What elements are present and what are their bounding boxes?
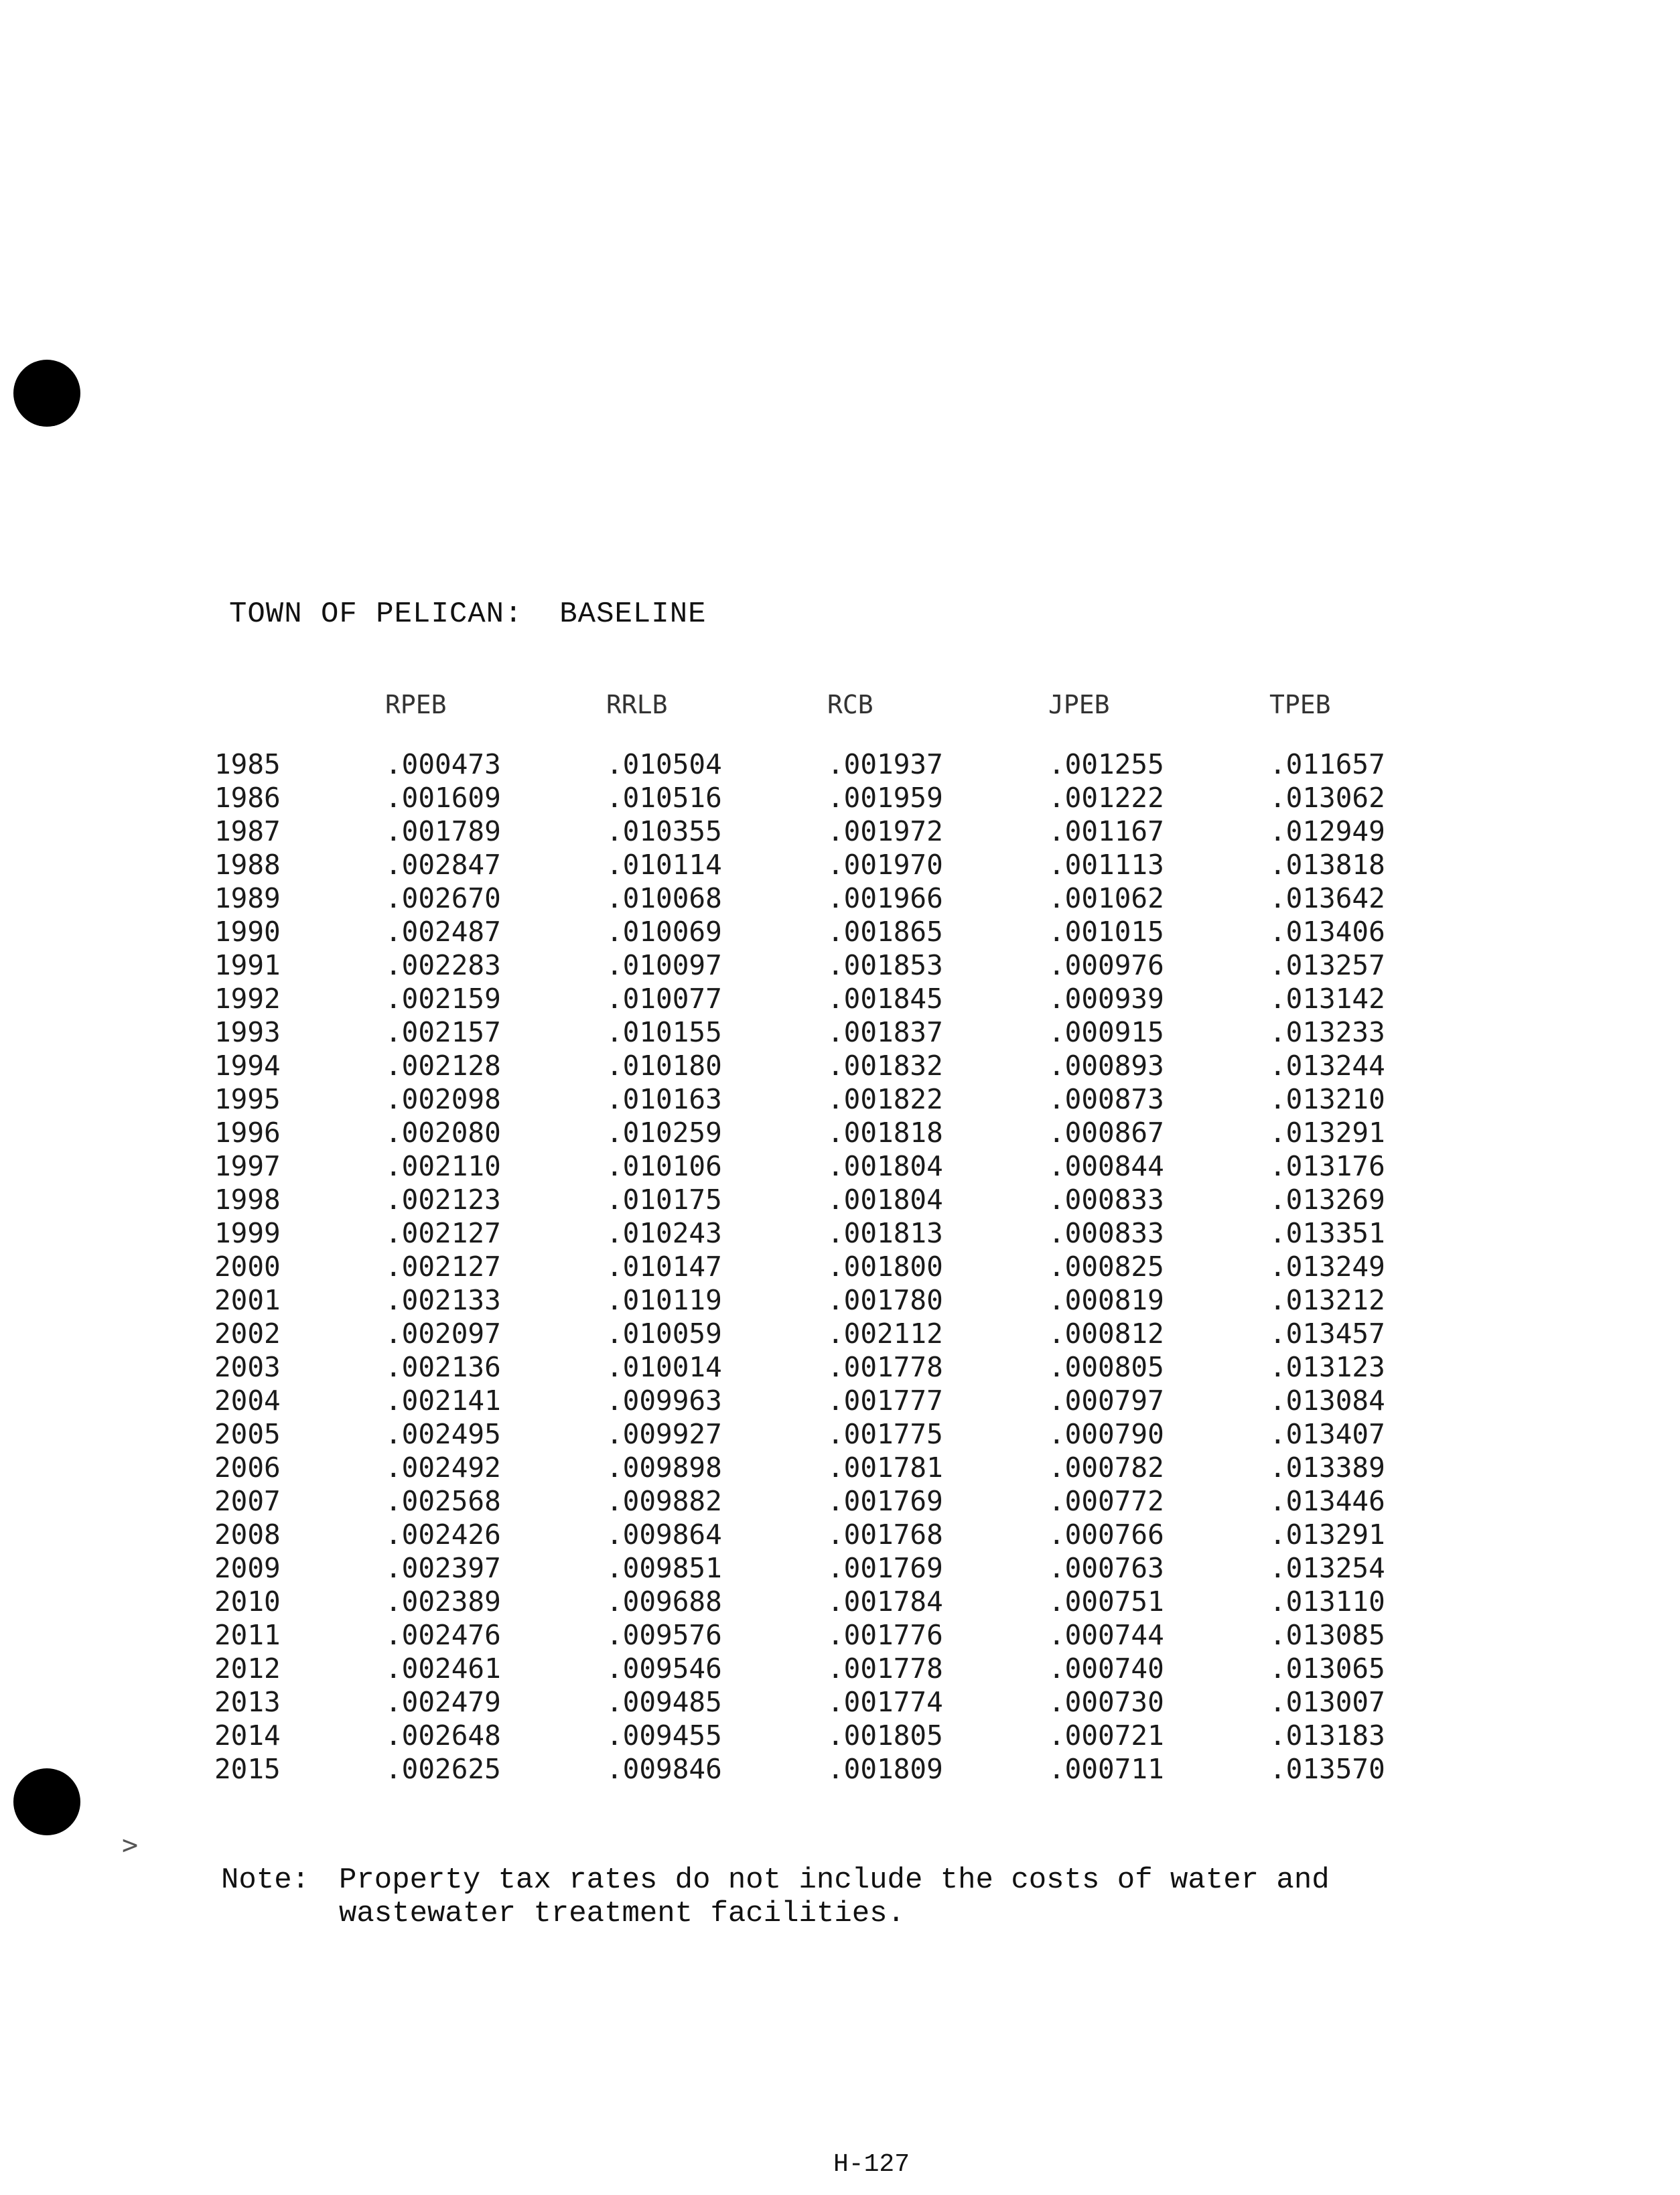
rrlb-cell: .009927	[606, 1418, 722, 1450]
rpeb-cell: .002133	[385, 1284, 501, 1316]
rcb-cell: .001776	[827, 1619, 943, 1651]
jpeb-cell: .000873	[1048, 1083, 1164, 1115]
rpeb-cell: .002127	[385, 1251, 501, 1283]
rcb-cell: .001822	[827, 1083, 943, 1115]
rrlb-cell: .009576	[606, 1619, 722, 1651]
rpeb-cell: .002283	[385, 949, 501, 981]
tpeb-cell: .012949	[1269, 815, 1385, 847]
rcb-cell: .001804	[827, 1150, 943, 1182]
jpeb-cell: .000766	[1048, 1518, 1164, 1551]
rpeb-cell: .002159	[385, 983, 501, 1015]
table-row	[214, 815, 1437, 848]
column-header-rrlb: RRLB	[606, 690, 668, 719]
tpeb-cell: .013269	[1269, 1184, 1385, 1216]
rpeb-cell: .002097	[385, 1318, 501, 1350]
rrlb-cell: .009882	[606, 1485, 722, 1517]
rcb-cell: .001769	[827, 1485, 943, 1517]
year-cell: 1990	[214, 916, 281, 948]
rcb-cell: .001972	[827, 815, 943, 847]
rcb-cell: .001778	[827, 1351, 943, 1383]
jpeb-cell: .001113	[1048, 849, 1164, 881]
rrlb-cell: .010175	[606, 1184, 722, 1216]
table-row	[214, 1518, 1437, 1551]
rrlb-cell: .010059	[606, 1318, 722, 1350]
tpeb-cell: .013291	[1269, 1518, 1385, 1551]
year-cell: 1998	[214, 1184, 281, 1216]
year-cell: 2003	[214, 1351, 281, 1383]
rpeb-cell: .000473	[385, 748, 501, 780]
table-row	[214, 915, 1437, 948]
jpeb-cell: .000833	[1048, 1217, 1164, 1249]
rcb-cell: .001805	[827, 1719, 943, 1752]
rcb-cell: .001853	[827, 949, 943, 981]
tpeb-cell: .013389	[1269, 1451, 1385, 1484]
table-row	[214, 848, 1437, 881]
rpeb-cell: .002123	[385, 1184, 501, 1216]
binder-hole-bottom	[13, 1768, 80, 1835]
year-cell: 1992	[214, 983, 281, 1015]
rcb-cell: .001769	[827, 1552, 943, 1584]
table-row	[214, 1049, 1437, 1082]
jpeb-cell: .000819	[1048, 1284, 1164, 1316]
footnote	[221, 1863, 1478, 1930]
table-row	[214, 1551, 1437, 1585]
rpeb-cell: .002110	[385, 1150, 501, 1182]
table-row	[214, 1216, 1437, 1250]
rrlb-cell: .010106	[606, 1150, 722, 1182]
jpeb-cell: .000833	[1048, 1184, 1164, 1216]
jpeb-cell: .000740	[1048, 1652, 1164, 1685]
column-header-year	[214, 690, 385, 748]
tpeb-cell: .013085	[1269, 1619, 1385, 1651]
rcb-cell: .001959	[827, 782, 943, 814]
rrlb-cell: .010180	[606, 1050, 722, 1082]
table-row	[214, 1317, 1437, 1350]
rcb-cell: .001775	[827, 1418, 943, 1450]
rcb-cell: .001970	[827, 849, 943, 881]
rrlb-cell: .009864	[606, 1518, 722, 1551]
rpeb-cell: .002141	[385, 1385, 501, 1417]
binder-hole-top	[13, 360, 80, 427]
jpeb-cell: .000711	[1048, 1753, 1164, 1785]
jpeb-cell: .000744	[1048, 1619, 1164, 1651]
rcb-cell: .001813	[827, 1217, 943, 1249]
table-row	[214, 1350, 1437, 1384]
tpeb-cell: .013062	[1269, 782, 1385, 814]
year-cell: 1994	[214, 1050, 281, 1082]
table-row	[214, 1451, 1437, 1484]
table-row	[214, 1250, 1437, 1283]
jpeb-cell: .000844	[1048, 1150, 1164, 1182]
rcb-cell: .001784	[827, 1585, 943, 1618]
rrlb-cell: .010068	[606, 882, 722, 914]
rpeb-cell: .002479	[385, 1686, 501, 1718]
rpeb-cell: .002426	[385, 1518, 501, 1551]
rrlb-cell: .010259	[606, 1117, 722, 1149]
rrlb-cell: .010014	[606, 1351, 722, 1383]
tpeb-cell: .013446	[1269, 1485, 1385, 1517]
rcb-cell: .001818	[827, 1117, 943, 1149]
year-cell: 1988	[214, 849, 281, 881]
year-cell: 2014	[214, 1719, 281, 1752]
year-cell: 1985	[214, 748, 281, 780]
year-cell: 1997	[214, 1150, 281, 1182]
jpeb-cell: .000939	[1048, 983, 1164, 1015]
rrlb-cell: .010355	[606, 815, 722, 847]
rcb-cell: .001937	[827, 748, 943, 780]
year-cell: 2007	[214, 1485, 281, 1517]
jpeb-cell: .000797	[1048, 1385, 1164, 1417]
table-row	[214, 948, 1437, 982]
rpeb-cell: .001789	[385, 815, 501, 847]
rpeb-cell: .002157	[385, 1016, 501, 1048]
scan-artifact-mark: >	[122, 1830, 139, 1861]
table-row	[214, 781, 1437, 815]
tpeb-cell: .013084	[1269, 1385, 1385, 1417]
rpeb-cell: .002389	[385, 1585, 501, 1618]
year-cell: 2009	[214, 1552, 281, 1584]
note-text: Property tax rates do not include the costs of water and wastewater treatment facilities.	[339, 1863, 1330, 1930]
year-cell: 1991	[214, 949, 281, 981]
tpeb-cell: .013244	[1269, 1050, 1385, 1082]
column-header-tpeb: TPEB	[1269, 690, 1331, 719]
tpeb-cell: .013212	[1269, 1284, 1385, 1316]
rpeb-cell: .002847	[385, 849, 501, 881]
jpeb-cell: .000812	[1048, 1318, 1164, 1350]
table-row	[214, 1183, 1437, 1216]
tpeb-cell: .013065	[1269, 1652, 1385, 1685]
rrlb-cell: .010243	[606, 1217, 722, 1249]
year-cell: 2015	[214, 1753, 281, 1785]
jpeb-cell: .001167	[1048, 815, 1164, 847]
rpeb-cell: .002098	[385, 1083, 501, 1115]
rpeb-cell: .002397	[385, 1552, 501, 1584]
year-cell: 2013	[214, 1686, 281, 1718]
jpeb-cell: .000893	[1048, 1050, 1164, 1082]
table-row	[214, 1082, 1437, 1116]
table-row	[214, 1384, 1437, 1417]
table-row	[214, 1116, 1437, 1149]
year-cell: 2000	[214, 1251, 281, 1283]
rpeb-cell: .002648	[385, 1719, 501, 1752]
jpeb-cell: .000730	[1048, 1686, 1164, 1718]
jpeb-cell: .000805	[1048, 1351, 1164, 1383]
table-row	[214, 1752, 1437, 1786]
table-body	[214, 748, 1437, 1786]
year-cell: 2006	[214, 1451, 281, 1484]
year-cell: 1987	[214, 815, 281, 847]
jpeb-cell: .000915	[1048, 1016, 1164, 1048]
tpeb-cell: .013257	[1269, 949, 1385, 981]
tpeb-cell: .013570	[1269, 1753, 1385, 1785]
jpeb-cell: .001015	[1048, 916, 1164, 948]
year-cell: 1993	[214, 1016, 281, 1048]
rrlb-cell: .010504	[606, 748, 722, 780]
jpeb-cell: .000763	[1048, 1552, 1164, 1584]
page-number: H-127	[833, 2150, 910, 2179]
page-title: TOWN OF PELICAN: BASELINE	[229, 597, 707, 631]
table-row	[214, 1685, 1437, 1719]
table-row	[214, 1015, 1437, 1049]
jpeb-cell: .000772	[1048, 1485, 1164, 1517]
jpeb-cell: .000867	[1048, 1117, 1164, 1149]
year-cell: 2002	[214, 1318, 281, 1350]
rrlb-cell: .009898	[606, 1451, 722, 1484]
rrlb-cell: .009455	[606, 1719, 722, 1752]
rcb-cell: .001768	[827, 1518, 943, 1551]
rcb-cell: .001845	[827, 983, 943, 1015]
note-label: Note:	[221, 1863, 310, 1897]
column-header-rcb: RCB	[827, 690, 873, 719]
rrlb-cell: .009963	[606, 1385, 722, 1417]
table-row	[214, 748, 1437, 781]
tpeb-cell: .013183	[1269, 1719, 1385, 1752]
rcb-cell: .001966	[827, 882, 943, 914]
rpeb-cell: .002670	[385, 882, 501, 914]
rrlb-cell: .010069	[606, 916, 722, 948]
rcb-cell: .001777	[827, 1385, 943, 1417]
jpeb-cell: .000721	[1048, 1719, 1164, 1752]
rrlb-cell: .010155	[606, 1016, 722, 1048]
tpeb-cell: .013407	[1269, 1418, 1385, 1450]
year-cell: 2001	[214, 1284, 281, 1316]
year-cell: 1999	[214, 1217, 281, 1249]
rcb-cell: .001865	[827, 916, 943, 948]
rcb-cell: .001837	[827, 1016, 943, 1048]
tpeb-cell: .013254	[1269, 1552, 1385, 1584]
year-cell: 2011	[214, 1619, 281, 1651]
rcb-cell: .001780	[827, 1284, 943, 1316]
table-row	[214, 1149, 1437, 1183]
year-cell: 2008	[214, 1518, 281, 1551]
year-cell: 1989	[214, 882, 281, 914]
rpeb-cell: .002136	[385, 1351, 501, 1383]
tpeb-cell: .013210	[1269, 1083, 1385, 1115]
tpeb-cell: .013642	[1269, 882, 1385, 914]
rrlb-cell: .010147	[606, 1251, 722, 1283]
year-cell: 2005	[214, 1418, 281, 1450]
table-row	[214, 1417, 1437, 1451]
rpeb-cell: .001609	[385, 782, 501, 814]
table-row	[214, 1585, 1437, 1618]
rrlb-cell: .010097	[606, 949, 722, 981]
rpeb-cell: .002625	[385, 1753, 501, 1785]
rpeb-cell: .002128	[385, 1050, 501, 1082]
rpeb-cell: .002495	[385, 1418, 501, 1450]
jpeb-cell: .000782	[1048, 1451, 1164, 1484]
rpeb-cell: .002476	[385, 1619, 501, 1651]
rrlb-cell: .009485	[606, 1686, 722, 1718]
jpeb-cell: .001222	[1048, 782, 1164, 814]
table-row	[214, 1719, 1437, 1752]
tpeb-cell: .013176	[1269, 1150, 1385, 1182]
jpeb-cell: .000976	[1048, 949, 1164, 981]
jpeb-cell: .001062	[1048, 882, 1164, 914]
rpeb-cell: .002127	[385, 1217, 501, 1249]
tpeb-cell: .013818	[1269, 849, 1385, 881]
tpeb-cell: .013351	[1269, 1217, 1385, 1249]
rcb-cell: .001800	[827, 1251, 943, 1283]
table-row	[214, 1484, 1437, 1518]
rpeb-cell: .002487	[385, 916, 501, 948]
rcb-cell: .002112	[827, 1318, 943, 1350]
tpeb-cell: .013291	[1269, 1117, 1385, 1149]
tpeb-cell: .013142	[1269, 983, 1385, 1015]
tpeb-cell: .013110	[1269, 1585, 1385, 1618]
rrlb-cell: .009846	[606, 1753, 722, 1785]
jpeb-cell: .000751	[1048, 1585, 1164, 1618]
column-header-rpeb: RPEB	[385, 690, 447, 719]
rcb-cell: .001778	[827, 1652, 943, 1685]
table-row	[214, 982, 1437, 1015]
year-cell: 2004	[214, 1385, 281, 1417]
rrlb-cell: .010114	[606, 849, 722, 881]
rrlb-cell: .010077	[606, 983, 722, 1015]
rpeb-cell: .002080	[385, 1117, 501, 1149]
jpeb-cell: .000825	[1048, 1251, 1164, 1283]
rcb-cell: .001832	[827, 1050, 943, 1082]
table-row	[214, 881, 1437, 915]
jpeb-cell: .000790	[1048, 1418, 1164, 1450]
rcb-cell: .001809	[827, 1753, 943, 1785]
rrlb-cell: .010163	[606, 1083, 722, 1115]
tpeb-cell: .013233	[1269, 1016, 1385, 1048]
tpeb-cell: .013123	[1269, 1351, 1385, 1383]
rrlb-cell: .010516	[606, 782, 722, 814]
rrlb-cell: .009546	[606, 1652, 722, 1685]
rpeb-cell: .002492	[385, 1451, 501, 1484]
rpeb-cell: .002568	[385, 1485, 501, 1517]
tpeb-cell: .013457	[1269, 1318, 1385, 1350]
year-cell: 1986	[214, 782, 281, 814]
rcb-cell: .001804	[827, 1184, 943, 1216]
rrlb-cell: .009851	[606, 1552, 722, 1584]
year-cell: 1995	[214, 1083, 281, 1115]
jpeb-cell: .001255	[1048, 748, 1164, 780]
year-cell: 1996	[214, 1117, 281, 1149]
property-tax-rate-table	[214, 690, 1437, 1786]
table-header-row	[214, 690, 1437, 748]
tpeb-cell: .013406	[1269, 916, 1385, 948]
rrlb-cell: .009688	[606, 1585, 722, 1618]
table-row	[214, 1283, 1437, 1317]
column-header-jpeb: JPEB	[1048, 690, 1110, 719]
tpeb-cell: .013249	[1269, 1251, 1385, 1283]
tpeb-cell: .013007	[1269, 1686, 1385, 1718]
rcb-cell: .001781	[827, 1451, 943, 1484]
year-cell: 2010	[214, 1585, 281, 1618]
year-cell: 2012	[214, 1652, 281, 1685]
rpeb-cell: .002461	[385, 1652, 501, 1685]
rcb-cell: .001774	[827, 1686, 943, 1718]
rrlb-cell: .010119	[606, 1284, 722, 1316]
table-row	[214, 1618, 1437, 1652]
tpeb-cell: .011657	[1269, 748, 1385, 780]
table-row	[214, 1652, 1437, 1685]
